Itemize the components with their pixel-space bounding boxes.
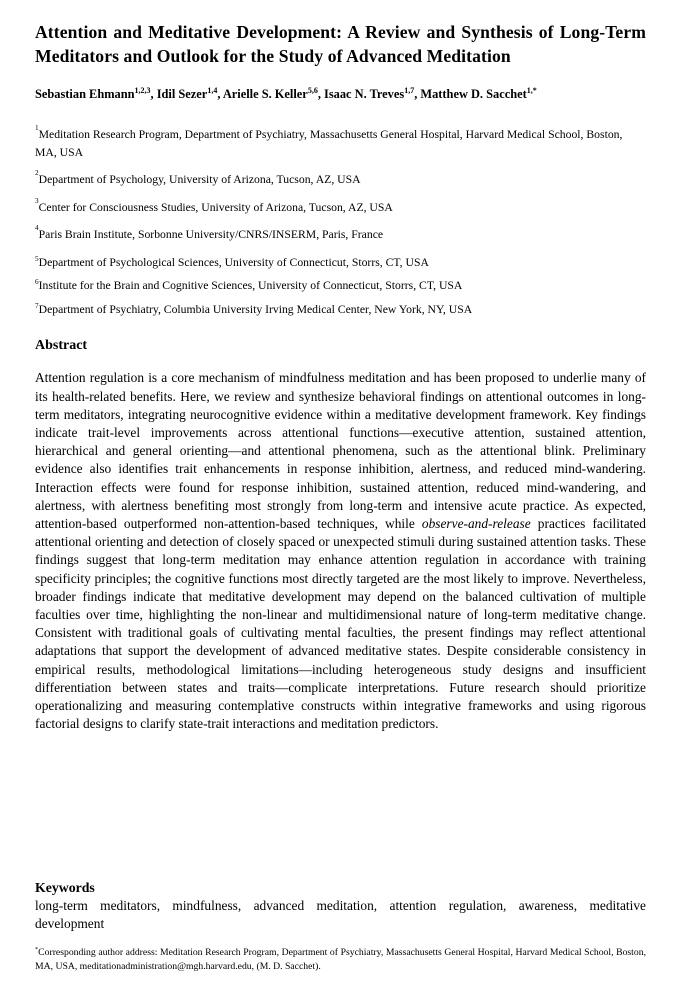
author-name: Arielle S. Keller <box>222 87 308 101</box>
affiliation-text: Department of Psychological Sciences, University of Connecticut, Storrs, CT, USA <box>38 255 429 269</box>
affiliation-number: 5 <box>35 254 39 263</box>
affiliation-text: Department of Psychology, University of Arizona, Tucson, AZ, USA <box>38 173 361 187</box>
paper-title: Attention and Meditative Development: A Review and Synthesis of Long-Term Meditators and Outlook for the Study of Advanced Meditation <box>35 22 646 66</box>
affiliation-number: 2 <box>35 168 39 177</box>
affiliation-item <box>35 254 646 272</box>
affiliation-text: Department of Psychiatry, Columbia University Irving Medical Center, New York, NY, USA <box>38 302 473 316</box>
author-name: Isaac N. Treves <box>324 87 405 101</box>
abstract-italic-phrase: observe-and-release <box>421 516 531 531</box>
author-affiliation-superscript: 1,* <box>526 85 537 95</box>
affiliation-item <box>35 277 646 295</box>
affiliation-number: 1 <box>35 123 39 132</box>
affiliation-text: Meditation Research Program, Department of Psychiatry, Massachusetts General Hospital, Harvard Medical School, Boston, MA, USA <box>35 128 623 159</box>
corresponding-author-footnote <box>35 946 646 973</box>
author-separator: , <box>150 87 157 101</box>
affiliation-item <box>35 168 646 189</box>
author-affiliation-superscript: 1,7 <box>404 85 415 95</box>
affiliation-item <box>35 123 646 161</box>
keywords-section <box>35 880 646 932</box>
affiliation-item <box>35 226 646 244</box>
author-separator: , <box>217 87 223 101</box>
abstract-paragraph <box>35 369 646 733</box>
affiliation-text: Paris Brain Institute, Sorbonne University/CNRS/INSERM, Paris, France <box>38 228 384 242</box>
affiliations-list <box>35 123 646 318</box>
abstract-text-segment: Attention regulation is a core mechanism of mindfulness meditation and has been proposed to underlie many of its health-related benefits. Here, we review and synthesize behavioral findings on attentional outcomes in long-term meditators, integrating neurocognitive evidence within a meditative development framework. Key findings indicate trait-level improvements across attentional functions—executive attention, sustained attention, hierarchical and general orienting—and attentional phenomena, such as the attentional blink. Preliminary evidence also identifies trait enhancements in response inhibition, alertness, and reduced mind-wandering. Interaction effects were found for response inhibition, sustained attention, reduced mind-wandering, and alertness, with alertness benefiting most strongly from long-term and intensive acute practice. As expected, attention-based outperformed non-attention-based techniques, while <box>35 370 646 531</box>
author-name: Matthew D. Sacchet <box>420 87 527 101</box>
affiliation-number: 6 <box>35 278 39 287</box>
author-name: Idil Sezer <box>156 87 208 101</box>
author-affiliation-superscript: 1,4 <box>207 85 218 95</box>
author-affiliation-superscript: 5,6 <box>307 85 318 95</box>
affiliation-text: Institute for the Brain and Cognitive Sciences, University of Connecticut, Storrs, CT, USA <box>38 279 463 293</box>
affiliation-text: Center for Consciousness Studies, University of Arizona, Tucson, AZ, USA <box>38 200 393 214</box>
author-affiliation-superscript: 1,2,3 <box>134 85 151 95</box>
keywords-text: long-term meditators, mindfulness, advanced meditation, attention regulation, awareness, meditative development <box>35 898 646 931</box>
affiliation-item <box>35 196 646 217</box>
abstract-heading: Abstract <box>35 338 88 354</box>
author-name: Sebastian Ehmann <box>35 87 135 101</box>
author-separator: , <box>414 87 421 101</box>
footnote-asterisk: * <box>35 945 39 953</box>
keywords-heading: Keywords <box>35 880 95 895</box>
abstract-text-segment: practices facilitated attentional orienting and detection of closely spaced or unexpected stimuli during sustained attention tasks. These findings suggest that long-term meditation may enhance attention regulation in accordance with training specificity principles; the cognitive functions most directly targeted are the most likely to improve. Nevertheless, broader findings indicate that meditative development may depend on the balanced cultivation of multiple faculties over time, highlighting the non-linear and multidimensional nature of long-term meditative change. Consistent with traditional goals of cultivating mental faculties, the present findings may reflect attentional adaptations that support the development of advanced meditative states. Despite considerable consistency in empirical results, methodological limitations—including heterogeneous study designs and insufficient differentiation between states and traits—complicate interpretations. Future research should prioritize operationalizing and measuring contemplative constructs within integrative frameworks and using rigorous factorial designs to clarify state-trait interactions and meditation predictors. <box>35 516 647 732</box>
authors-line <box>35 87 646 102</box>
affiliation-number: 3 <box>35 196 39 205</box>
author-separator: , <box>317 87 325 101</box>
affiliation-number: 4 <box>35 224 39 233</box>
affiliation-item <box>35 301 646 319</box>
affiliation-number: 7 <box>35 301 39 310</box>
footnote-text: Corresponding author address: Meditation Research Program, Department of Psychiatry, Massachusetts General Hospital, Harvard Medical School, Boston, MA, USA, meditationadministration@mgh.harvard.edu, (M. D. Sacchet). <box>35 947 646 972</box>
